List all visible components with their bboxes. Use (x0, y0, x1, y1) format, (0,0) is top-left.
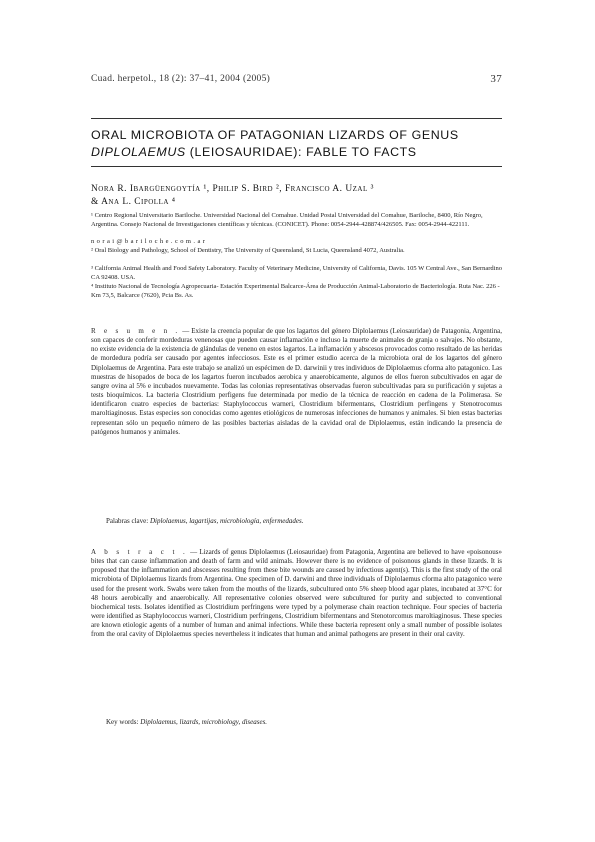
resumen-text: — Existe la creencia popular de que los lagartos del género Diplolaemus (Leiosauridae) de Patagonia, Argentina, son capaces de conferir mordeduras venenosas que pueden causar inflamación e incluso la muerte de animales de granja o salvajes. No obstante, no existe evidencia de la existencia de glándulas de veneno en estos lagartos. La inflamación y abscesos provocados como resultado de las heridas de mordedura podría ser causado por agentes infecciosos. Este es el primer estudio acerca de la microbiota oral de los lagartos del género Diplolaemus de Argentina. Para este trabajo se analizó un espécimen de D. darwinii y tres individuos de Diplolaemus cforma alto patagonico. Las muestras de hisopados de boca de los lagartos fueron incubados aerobica y anaerobicamente, algunos de ellos fueron subcultivados en agar de sangre ovina al 5% e incubados nuevamente. Todas las colonias representativas observadas fueron subcultivadas para su purificación y sujetas a tests bioquímicos. La bacteria Clostridium perfigens fue determinada por medio de la técnica de reacción en cadena de la Polimerasa. Se identificaron cuatro especies de bacterias: Staphylococcus warneri, Clostridium bifermentans, Clostridium perfingens y Stenotrocomus maroltiaginosus. Estas especies son conocidas como agentes etiológicos de numerosas infecciones de humanos y animales. Si bien estas bacterias representan sólo un pequeño número de las posibles bacterias aisladas de la cavidad oral de Diplolaemus, están indicando la presencia de patógenos humanos y animales. (91, 327, 502, 436)
authors-line-2: & Ana L. Cipolla ⁴ (91, 196, 176, 207)
title-line-1: ORAL MICROBIOTA OF PATAGONIAN LIZARDS OF GENUS (91, 128, 459, 142)
affiliation-2: ² Oral Biology and Pathology, School of Dentistry, The University of Queensland, St Lucia, Queensland 4072, Australia. (91, 247, 405, 254)
title-top-rule (91, 118, 502, 119)
abstract-keywords-text: Diplolaemus, lizards, microbiology, diseases. (140, 718, 268, 726)
abstract-text: — Lizards of genus Diplolaemus (Leiosauridae) from Patagonia, Argentina are believed to have «poisonous» bites that can cause inflammation and death of farm and wild animals. However there is no evidence of poisonous glands in these lizards. It is proposed that the inflammation and abscesses resulting from these bite wounds are caused by infectious agent(s). This is the first study of the oral microbiota of Diplolaemus lizards from Argentina. One specimen of D. darwini and three individuals of Diplolaemus cforma alto patagonico were used for the present work. Swabs were taken from the mouths of the lizards, subcultured onto 5% sheep blood agar plates, incubated at 37°C for 48 hours aerobically and anaerobically. All representative colonies observed were subcultured for purity and subjected to conventional biochemical tests. Isolates identified as Clostridium perfringens were typed by a polymerase chain reaction technique. Four species of bacteria were identified as Staphylococcus warneri, Clostridium perfringens, Clostridium bifermentans and Stenotorcomus maroltiaginosus. These species are known etiologic agents of a number of human and animal infections. While these bacteria represent only a small number of possible isolates from the oral cavity of Diplolaemus species nevertheless it indicates that human and animal pathogens are present in their oral cavity. (91, 548, 503, 639)
affiliation-3: ³ California Animal Health and Food Safety Laboratory. Faculty of Veterinary Medicine, University of California, Davis. 105 W Central Ave., San Bernardino CA 92408. USA. (91, 265, 502, 281)
resumen-heading: R e s u m e n . (91, 327, 181, 335)
abstract-keywords (106, 718, 502, 727)
author-email: n o r a i @ b a r i l o c h e . c o m . a r (91, 238, 206, 245)
abstract-paragraph (91, 548, 502, 640)
resumen-keywords (106, 517, 502, 526)
resumen-paragraph (91, 327, 502, 437)
resumen-keywords-text: Diplolaemus, lagartijas, microbiología, enfermedades. (149, 517, 304, 525)
affiliation-4: ⁴ Instituto Nacional de Tecnología Agropecuaria- Estación Experimental Balcarce-Área de Producción Animal-Laboratorio de Bacteriología. Ruta Nac. 226 - Km 73,5, Balcarce (7620), Pcia Bs. As. (91, 283, 500, 299)
title-line-2-rest: (LEIOSAURIDAE): FABLE TO FACTS (185, 145, 417, 159)
author-list (91, 183, 502, 208)
resumen-keywords-label: Palabras clave: (106, 517, 149, 525)
journal-citation: Cuad. herpetol., 18 (2): 37–41, 2004 (2005) (91, 74, 271, 84)
title-bottom-rule (91, 166, 502, 167)
page-number: 37 (490, 73, 502, 85)
affiliation-1: ¹ Centro Regional Universitario Bariloche. Universidad Nacional del Comahue. Unidad Postal Universidad del Comahue, Bariloche, 8400, Río Negro, Argentina. Consejo Nacional de Investigaciones científicas y técnicas. (CONICET). Phone: 0054-2944-428874/426505. Fax: 0054-2944-422111. (91, 212, 483, 228)
title-line-2 (91, 144, 502, 161)
authors-line-1: Nora R. Ibargüengoytía ¹, Philip S. Bird ², Francisco A. Uzal ³ (91, 184, 374, 194)
abstract-heading: A b s t r a c t . (91, 548, 188, 556)
abstract-keywords-label: Key words: (106, 718, 139, 726)
title-genus: DIPLOLAEMUS (91, 145, 186, 159)
running-header (91, 74, 502, 88)
article-title (91, 127, 502, 161)
